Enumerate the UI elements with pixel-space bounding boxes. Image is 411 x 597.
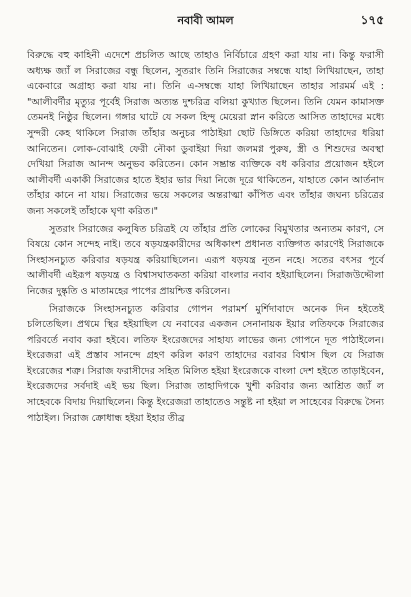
paragraph: সিরাজকে সিংহাসনচ্যুত করিবার গোপন পরামর্শ মুর্শিদাবাদে অনেক দিন হইতেই চলিতেছিল। প্রথমে স্থির হইয়াছিল যে নবাবের একজন সেনানায়ক ইয়ার লতিফকে সিরাজের পরিবর্তে নবাব করা হইবে। লতিফ ইংরেজদের সাহায্য লাভের জন্য গোপনে দূত পাঠাইলেন। ইংরেজরা এই প্রস্তাব সানন্দে গ্রহণ করিল কারণ তাহাদের বরাবর বিশ্বাস ছিল যে সিরাজ ইংরেজের শত্রু। সিরাজ ফরাসীদের সহিত মিলিত হইয়া ইংরেজকে বাংলা দেশ হইতে তাড়াইবেন, ইংরেজদের সর্বদাই এই ভয় ছিল। সিরাজ তাহাদিগকে খুশী করিবার জন্য আশ্রিত জ্যাঁ ল সাহেবকে বিদায় দিয়াছিলেন। কিন্তু ইংরেজরা তাহাতেও সন্তুষ্ট না হইয়া ল সাহেবের বিরুদ্ধে সৈন্য পাঠাইল। সিরাজ ক্রোধান্ধ হইয়া ইহার তীব্র [27, 303, 384, 424]
body-text [27, 48, 384, 426]
paragraph: বিরুদ্ধে বহু কাহিনী এদেশে প্রচলিত আছে তাহাও নির্বিচারে গ্রহণ করা যায় না। কিন্তু ফরাসী অধ্যক্ষ জ্যাঁ ল সিরাজের বন্ধু ছিলেন, সুতরাং তিনি সিরাজের সম্বন্ধে যাহা লিখিয়াছেন, তাহা একেবারে অগ্রাহ্য করা যায় না। তিনি এ-সম্বন্ধে যাহা লিখিয়াছেন তাহার সারমর্ম এই : "আলীবর্দীর মৃত্যুর পূর্বেই সিরাজ অত্যন্ত দুশ্চরিত্র বলিয়া কুখ্যাত ছিলেন। তিনি যেমন কামাসক্ত তেমনই নিষ্ঠুর ছিলেন। গঙ্গার ঘাটে যে সকল হিন্দু মেয়েরা স্নান করিতে আসিত তাহাদের মধ্যে সুন্দরী কেহ থাকিলে সিরাজ তাঁহার অনুচর পাঠাইয়া ছোট ডিঙ্গিতে করিয়া তাহাদের ধরিয়া আনিতেন। লোক-বোঝাই ফেরী নৌকা ডুবাইয়া দিয়া জলমগ্ন পুরুষ, স্ত্রী ও শিশুদের অবস্থা দেখিয়া সিরাজ আনন্দ অনুভব করিতেন। কোন সম্ভ্রান্ত ব্যক্তিকে বধ করিবার প্রয়োজন হইলে আলীবর্দী একাকী সিরাজের হাতে ইহার ভার দিয়া নিজে দূরে থাকিতেন, যাহাতে কোন আর্তনাদ তাঁহার কানে না যায়। সিরাজের ভয়ে সকলের অন্তরাত্মা কাঁপিত এবং তাঁহার জঘন্য চরিত্রের জন্য সকলেই তাঁহাকে ঘৃণা করিত।" [27, 50, 384, 217]
page-number: ১৭৫ [360, 13, 384, 27]
paragraph: সুতরাং সিরাজের কলুষিত চরিত্রই যে তাঁহার প্রতি লোকের বিমুখতার অন্যতম কারণ, সে বিষয়ে কোন সন্দেহ নাই। তবে ষড়যন্ত্রকারীদের অধিকাংশ প্রধানত ব্যক্তিগত কারণেই সিরাজকে সিংহাসনচ্যুত করিবার ষড়যন্ত্র করিয়াছিলেন। এরূপ ষড়যন্ত্র নূতন নহে। সতের বৎসর পূর্বে আলীবর্দী এইরূপ ষড়যন্ত্র ও বিশ্বাসঘাতকতা করিয়া বাংলার নবাব হইয়াছিলেন। সিরাজউদ্দৌলা নিজের দুষ্কৃতি ও মাতামহের পাপের প্রায়শ্চিত্ত করিলেন। [27, 223, 384, 297]
running-title: নবাবী আমল [177, 14, 234, 27]
page-header [27, 12, 384, 34]
